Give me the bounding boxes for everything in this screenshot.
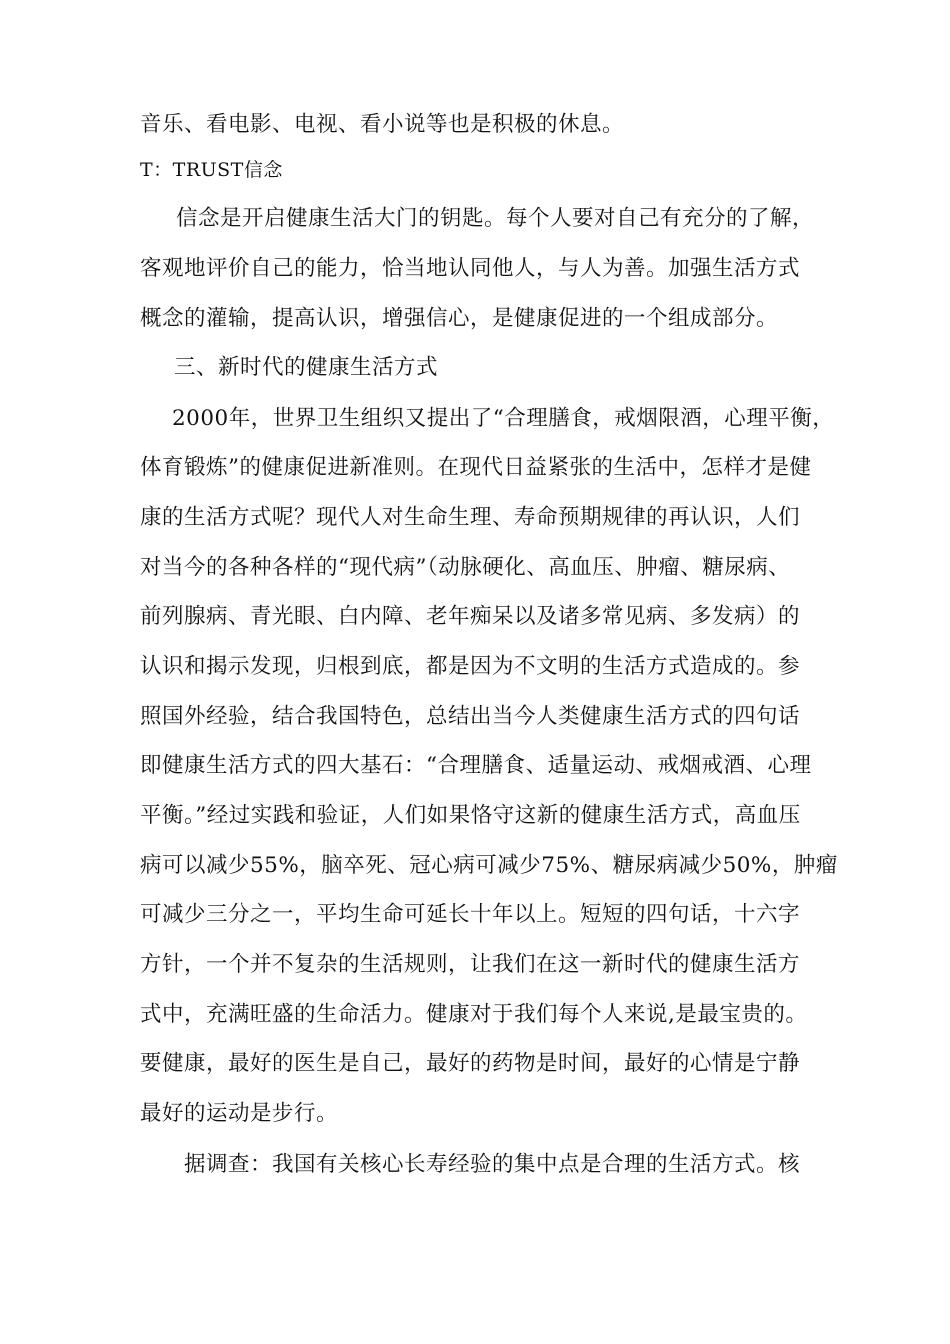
text-line: 据调查：我国有关核心长寿经验的集中点是合理的生活方式。核 bbox=[184, 1152, 801, 1177]
text-line: 音乐、看电影、电视、看小说等也是积极的休息。 bbox=[140, 112, 625, 137]
text-line: 平衡。”经过实践和验证，人们如果恪守这新的健康生活方式，高血压 bbox=[140, 803, 801, 828]
text-line: 信念是开启健康生活大门的钥匙。每个人要对自己有充分的了解， bbox=[176, 206, 815, 231]
text-line: 客观地评价自己的能力，恰当地认同他人，与人为善。加强生活方式 bbox=[140, 256, 801, 281]
text-line: 病可以减少55%，脑卒死、冠心病可减少75%、糖尿病减少50%，肿瘤 bbox=[140, 853, 838, 878]
text-line: 要健康，最好的医生是自己，最好的药物是时间，最好的心情是宁静 bbox=[140, 1051, 801, 1076]
text-line: 照国外经验，结合我国特色，总结出当今人类健康生活方式的四句话 bbox=[140, 704, 801, 729]
text-line: 2000年，世界卫生组织又提出了“合理膳食，戒烟限酒，心理平衡， bbox=[172, 406, 835, 431]
text-line: 体育锻炼”的健康促进新准则。在现代日益紧张的生活中，怎样才是健 bbox=[140, 455, 812, 480]
text-line: 对当今的各种各样的“现代病”（动脉硬化、高血压、肿瘤、糖尿病、 bbox=[140, 555, 791, 580]
text-line: 可减少三分之一，平均生命可延长十年以上。短短的四句话，十六字 bbox=[140, 902, 801, 927]
text-line: 最好的运动是步行。 bbox=[140, 1101, 339, 1126]
section-heading-three: 三、新时代的健康生活方式 bbox=[174, 355, 439, 380]
text-line: 式中，充满旺盛的生命活力。健康对于我们每个人来说,是最宝贵的。 bbox=[140, 1002, 808, 1027]
section-heading-trust: T：TRUST信念 bbox=[140, 159, 283, 181]
text-line: 前列腺病、青光眼、白内障、老年痴呆以及诸多常见病、多发病）的 bbox=[140, 604, 801, 629]
text-line: 康的生活方式呢？现代人对生命生理、寿命预期规律的再认识，人们 bbox=[140, 505, 801, 530]
text-line: 概念的灌输，提高认识，增强信心，是健康促进的一个组成部分。 bbox=[140, 306, 779, 331]
text-line: 即健康生活方式的四大基石：“合理膳食、适量运动、戒烟戒酒、心理 bbox=[140, 753, 812, 778]
text-line: 认识和揭示发现，归根到底，都是因为不文明的生活方式造成的。参 bbox=[140, 654, 801, 679]
text-line: 方针，一个并不复杂的生活规则，让我们在这一新时代的健康生活方 bbox=[140, 952, 801, 977]
